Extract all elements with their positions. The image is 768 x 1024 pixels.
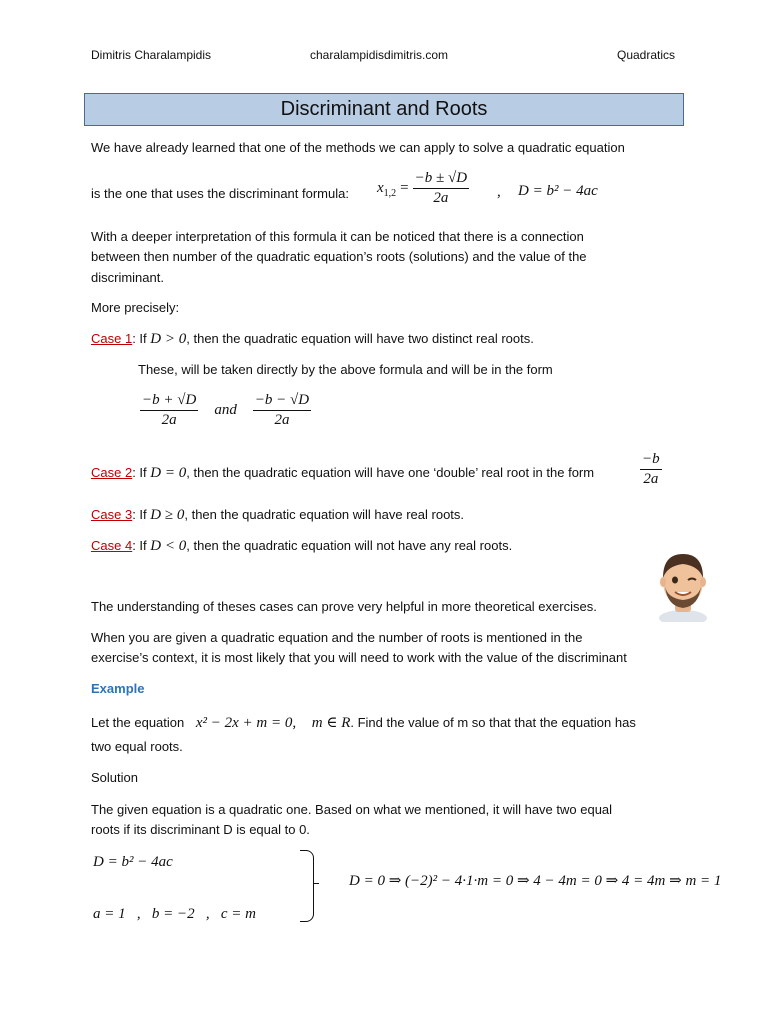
example-domain: m ∈ R bbox=[311, 715, 351, 731]
case-1-label: Case 1 bbox=[91, 331, 133, 346]
case-4-label: Case 4 bbox=[91, 538, 133, 553]
root-1-num: −b + √D bbox=[140, 392, 198, 411]
case-3-cond: D ≥ 0 bbox=[150, 507, 185, 523]
example-line-1 bbox=[91, 713, 636, 733]
case-2-label: Case 2 bbox=[91, 465, 133, 480]
case-2-frac bbox=[640, 451, 662, 488]
solution-line-1: The given equation is a quadratic one. Based on what we mentioned, it will have two equal bbox=[91, 802, 613, 817]
interp-line-1: With a deeper interpretation of this formula it can be noticed that there is a connection bbox=[91, 229, 584, 244]
case-3-label: Case 3 bbox=[91, 507, 133, 522]
formula-lhs: x bbox=[377, 180, 384, 196]
understanding: The understanding of theses cases can prove very helpful in more theoretical exercises. bbox=[91, 599, 597, 614]
case-2-den: 2a bbox=[643, 471, 659, 487]
formula-comma: , bbox=[497, 184, 501, 200]
case-3-pre: : If bbox=[132, 507, 147, 522]
solution-heading: Solution bbox=[91, 770, 138, 785]
brace-tip bbox=[313, 883, 319, 884]
quadratic-formula bbox=[377, 170, 469, 207]
case-1 bbox=[91, 329, 534, 349]
solution-result: D = 0 ⇒ (−2)² − 4·1·m = 0 ⇒ 4 − 4m = 0 ⇒ 4 = 4m ⇒ m = 1 bbox=[349, 873, 722, 889]
avatar bbox=[655, 548, 711, 622]
root-1-frac bbox=[140, 392, 198, 429]
solution-coeffs: a = 1 , b = −2 , c = m bbox=[93, 906, 256, 922]
root-1-den: 2a bbox=[161, 412, 177, 428]
formula-frac bbox=[413, 170, 469, 207]
when-given-1: When you are given a quadratic equation and the number of roots is mentioned in the bbox=[91, 630, 583, 645]
case-2-text: , then the quadratic equation will have one ‘double’ real root in the form bbox=[186, 465, 595, 480]
when-given-2: exercise’s context, it is most likely that you will need to work with the value of the discriminant bbox=[91, 650, 627, 665]
formula-denominator: 2a bbox=[433, 190, 449, 206]
case-1-cond: D > 0 bbox=[150, 331, 187, 347]
example-heading: Example bbox=[91, 681, 145, 696]
case-3-text: , then the quadratic equation will have real roots. bbox=[184, 507, 465, 522]
case-4 bbox=[91, 536, 512, 556]
case-4-pre: : If bbox=[132, 538, 147, 553]
solution-disc: D = b² − 4ac bbox=[93, 854, 173, 870]
page-title bbox=[84, 93, 684, 126]
intro-line-1: We have already learned that one of the methods we can apply to solve a quadratic equation bbox=[91, 140, 625, 155]
formula-sub: 1,2 bbox=[383, 188, 397, 199]
root-2-num: −b − √D bbox=[253, 392, 311, 411]
interp-line-2: between then number of the quadratic equation’s roots (solutions) and the value of the bbox=[91, 249, 587, 264]
root-2-frac bbox=[253, 392, 311, 429]
case-3 bbox=[91, 505, 464, 525]
intro-line-2: is the one that uses the discriminant formula: bbox=[91, 186, 349, 201]
page-title-text: Discriminant and Roots bbox=[280, 98, 488, 120]
interp-line-3: discriminant. bbox=[91, 270, 164, 285]
case-2-num: −b bbox=[640, 451, 662, 470]
header-author: Dimitris Charalampidis bbox=[91, 48, 212, 62]
discriminant-def: D = b² − 4ac bbox=[518, 183, 598, 199]
case-4-text: , then the quadratic equation will not have any real roots. bbox=[186, 538, 513, 553]
case-2 bbox=[91, 463, 594, 483]
more-precisely: More precisely: bbox=[91, 300, 180, 315]
case-1-roots bbox=[140, 392, 311, 429]
example-equation: x² − 2x + m = 0, bbox=[195, 715, 297, 731]
formula-numerator: −b ± √D bbox=[413, 170, 469, 189]
case-2-pre: : If bbox=[132, 465, 147, 480]
formula-eq: = bbox=[400, 180, 409, 196]
example-let: Let the equation bbox=[91, 715, 185, 730]
root-2-den: 2a bbox=[274, 412, 290, 428]
case-1-sub: These, will be taken directly by the above formula and will be in the form bbox=[138, 362, 553, 377]
header-topic: Quadratics bbox=[617, 48, 676, 62]
case-4-cond: D < 0 bbox=[150, 538, 187, 554]
solution-line-2: roots if its discriminant D is equal to 0. bbox=[91, 822, 310, 837]
and-word: and bbox=[214, 402, 237, 418]
case-1-pre: : If bbox=[132, 331, 147, 346]
example-line-2: two equal roots. bbox=[91, 739, 183, 754]
case-2-frac-wrap bbox=[640, 451, 662, 488]
case-2-cond: D = 0 bbox=[150, 465, 187, 481]
example-let-post: . Find the value of m so that that the equation has bbox=[350, 715, 636, 730]
header-website[interactable]: charalampidisdimitris.com bbox=[310, 48, 449, 62]
case-1-text: , then the quadratic equation will have two distinct real roots. bbox=[186, 331, 534, 346]
right-brace bbox=[300, 850, 314, 922]
